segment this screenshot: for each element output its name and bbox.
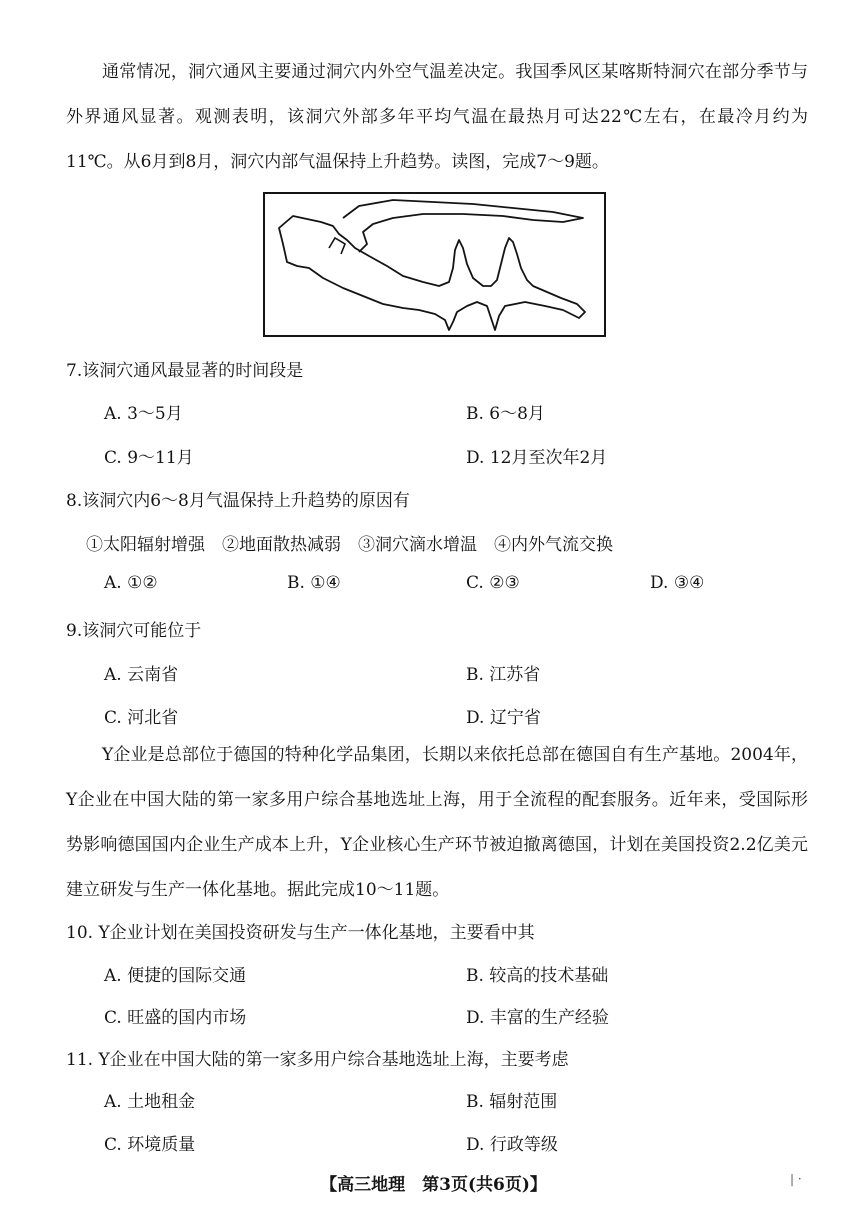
- question-10-option-a[interactable]: A. 便捷的国际交通: [104, 966, 247, 986]
- question-10-option-b[interactable]: B. 较高的技术基础: [466, 966, 609, 986]
- question-11-stem: 11. Y企业在中国大陆的第一家多用户综合基地选址上海，主要考虑: [66, 1050, 569, 1070]
- question-9-stem: 9.该洞穴可能位于: [66, 621, 202, 641]
- question-9-option-c[interactable]: C. 河北省: [104, 708, 179, 728]
- corner-mark: | ·: [790, 1172, 802, 1186]
- cave-section-figure: [263, 192, 606, 337]
- question-7-option-c[interactable]: C. 9～11月: [104, 448, 194, 468]
- question-9-option-a[interactable]: A. 云南省: [104, 665, 179, 685]
- question-7-stem: 7.该洞穴通风最显著的时间段是: [66, 361, 304, 381]
- question-11-option-a[interactable]: A. 土地租金: [104, 1092, 196, 1112]
- page-footer: 【高三地理 第3页(共6页)】: [320, 1175, 547, 1195]
- question-9-option-d[interactable]: D. 辽宁省: [466, 708, 541, 728]
- question-10-option-d[interactable]: D. 丰富的生产经验: [466, 1008, 609, 1028]
- question-11-option-d[interactable]: D. 行政等级: [466, 1135, 558, 1155]
- question-11-option-c[interactable]: C. 环境质量: [104, 1135, 196, 1155]
- question-8-choices: ①太阳辐射增强 ②地面散热减弱 ③洞穴滴水增温 ④内外气流交换: [86, 535, 613, 555]
- question-10-option-c[interactable]: C. 旺盛的国内市场: [104, 1008, 247, 1028]
- question-8-option-c[interactable]: C. ②③: [466, 573, 520, 593]
- question-7-option-d[interactable]: D. 12月至次年2月: [466, 448, 608, 468]
- passage-cave-intro: 通常情况，洞穴通风主要通过洞穴内外空气温差决定。我国季风区某喀斯特洞穴在部分季节与外界通风显著。观测表明，该洞穴外部多年平均气温在最热月可达22℃左右，在最冷月约为11℃。从6月到8月，洞穴内部气温保持上升趋势。读图，完成7～9题。: [66, 62, 808, 172]
- question-10-stem: 10. Y企业计划在美国投资研发与生产一体化基地，主要看中其: [66, 923, 535, 943]
- question-8-option-a[interactable]: A. ①②: [104, 573, 158, 593]
- passage-y-enterprise: Y企业是总部位于德国的特种化学品集团，长期以来依托总部在德国自有生产基地。2004年，Y企业在中国大陆的第一家多用户综合基地选址上海，用于全流程的配套服务。近年来，受国际形势影响德国国内企业生产成本上升，Y企业核心生产环节被迫撤离德国，计划在美国投资2.2亿美元建立研发与生产一体化基地。据此完成10～11题。: [66, 745, 808, 900]
- question-9-option-b[interactable]: B. 江苏省: [466, 665, 541, 685]
- question-11-option-b[interactable]: B. 辐射范围: [466, 1092, 558, 1112]
- question-8-stem: 8.该洞穴内6～8月气温保持上升趋势的原因有: [66, 491, 410, 511]
- question-8-option-d[interactable]: D. ③④: [650, 573, 705, 593]
- question-7-option-b[interactable]: B. 6～8月: [466, 404, 545, 424]
- question-8-option-b[interactable]: B. ①④: [287, 573, 341, 593]
- question-7-option-a[interactable]: A. 3～5月: [104, 404, 183, 424]
